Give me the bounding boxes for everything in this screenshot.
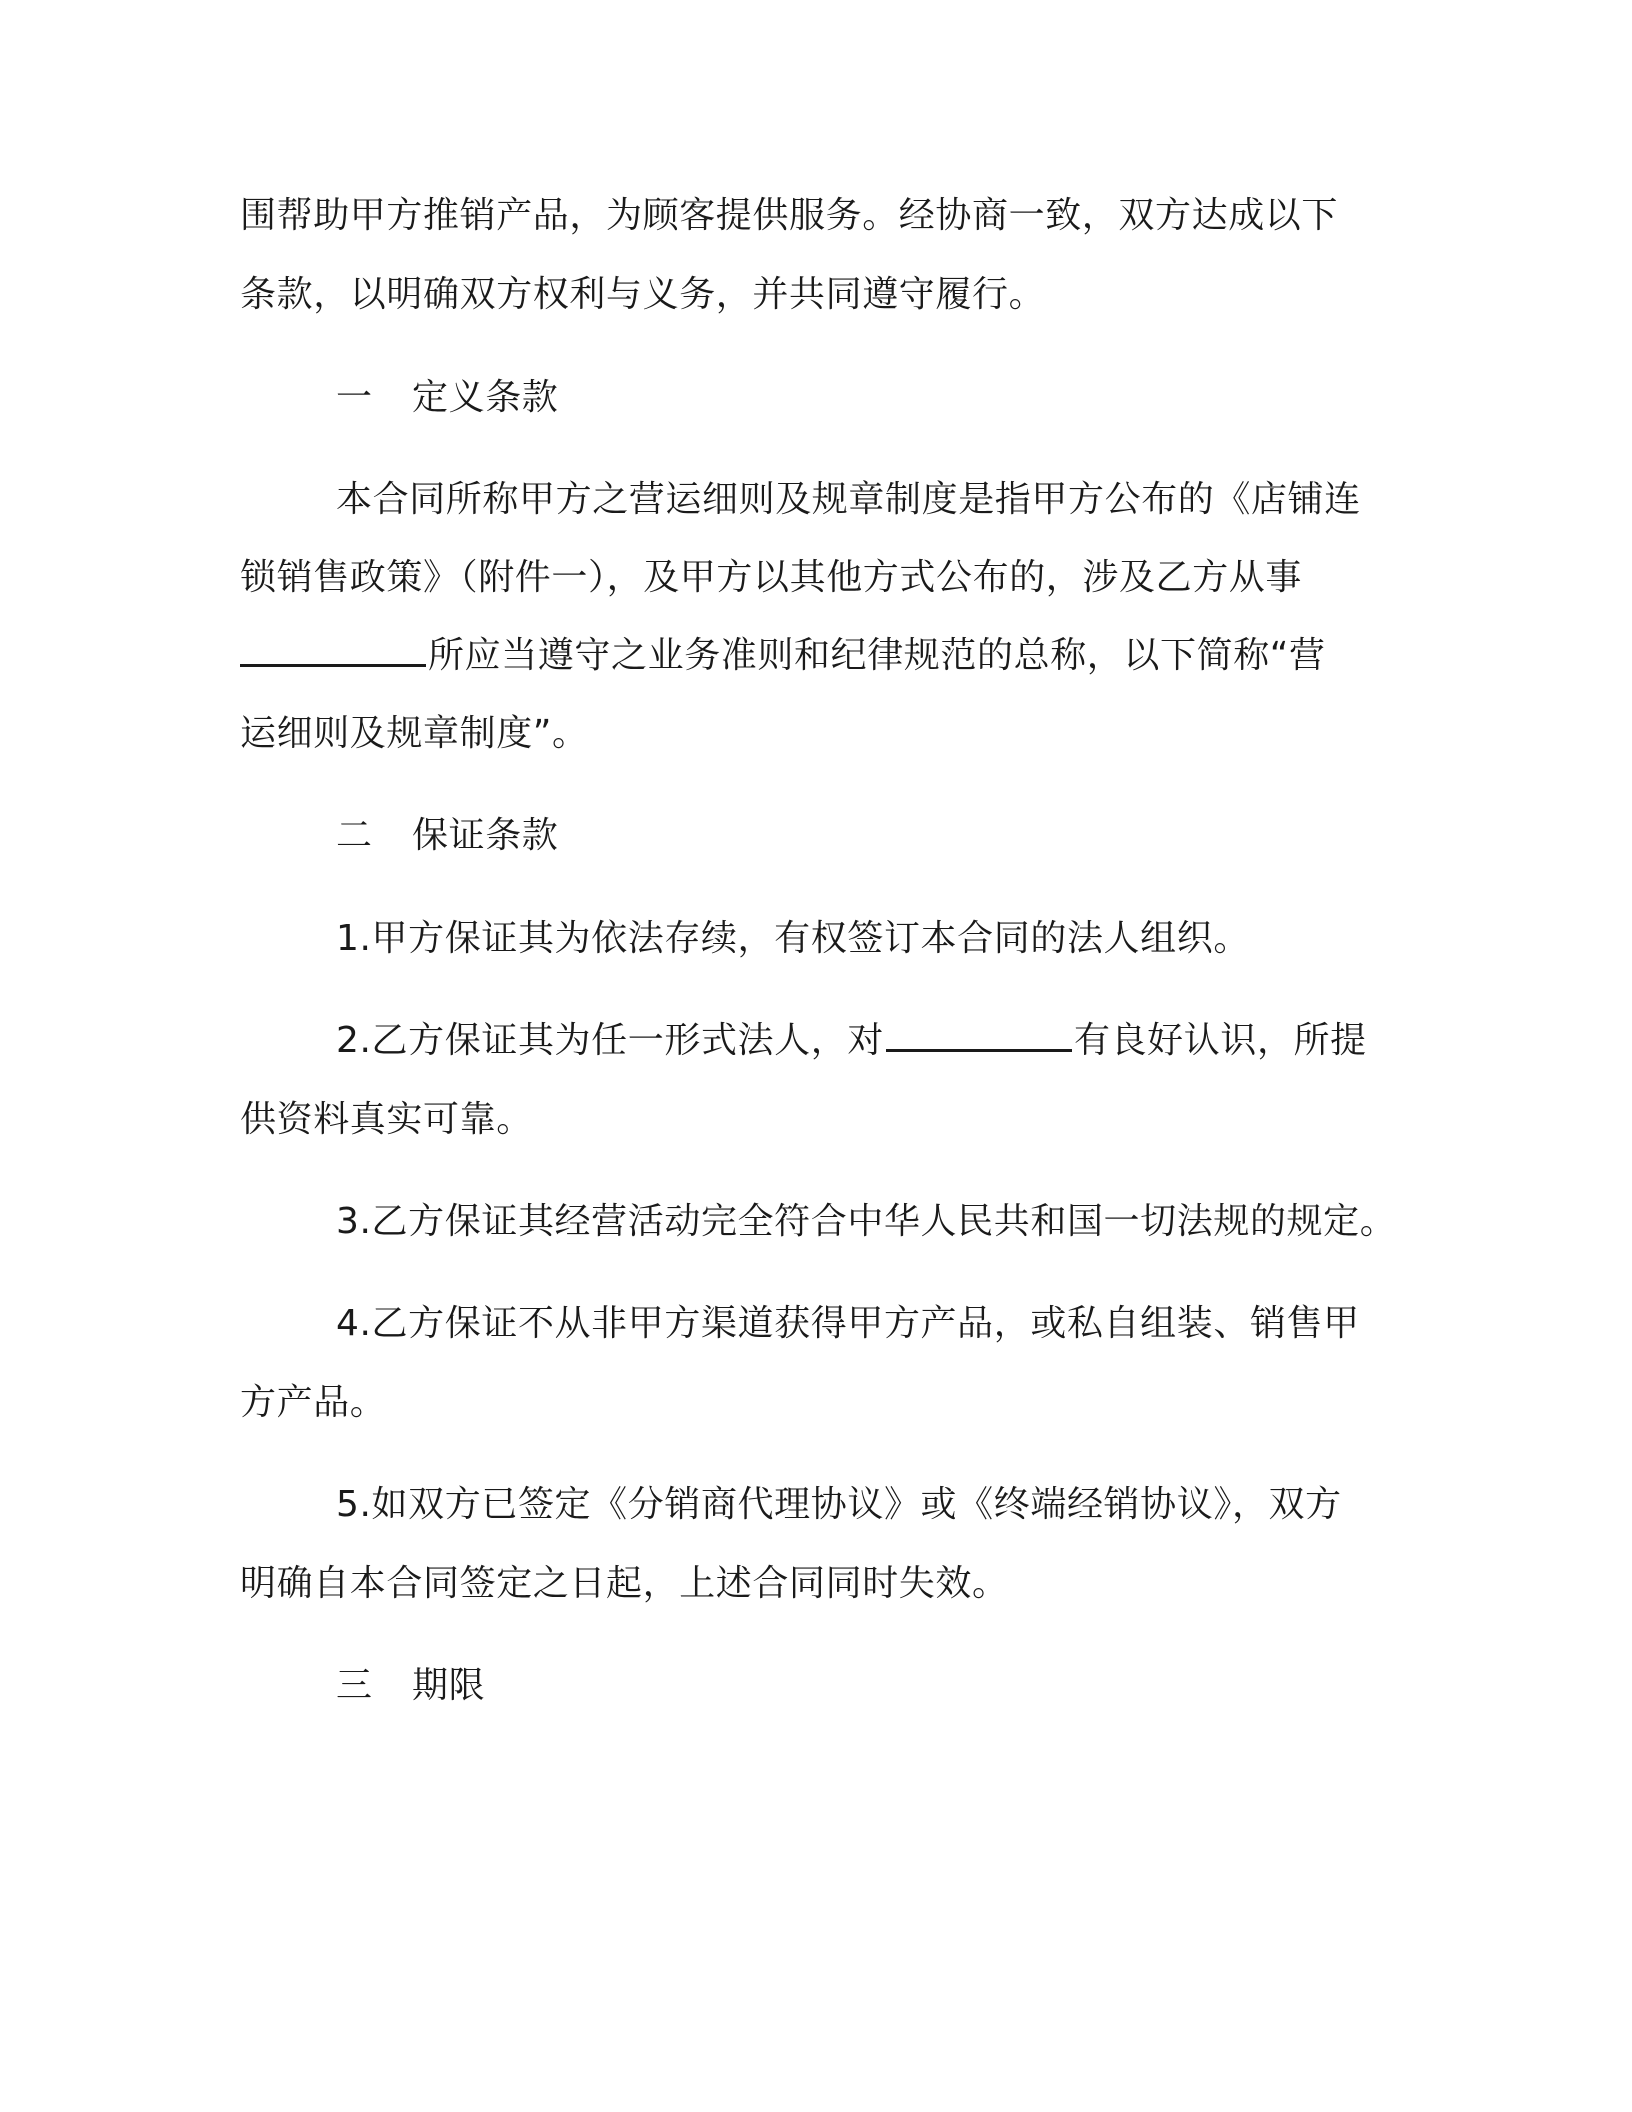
intro-line-1: 围帮助甲方推销产品，为顾客提供服务。经协商一致，双方达成以下 (240, 195, 1339, 236)
section-1-heading (336, 374, 558, 422)
guarantee-item-3: 3.乙方保证其经营活动完全符合中华人民共和国一切法规的规定。 (336, 1201, 1397, 1242)
section-1-line-2: 锁销售政策》（附件一），及甲方以其他方式公布的，涉及乙方从事 (240, 557, 1303, 598)
guarantee-item-4-cont: 方产品。 (240, 1382, 387, 1423)
section-2-title: 保证条款 (412, 815, 559, 856)
section-3-number: 三 (336, 1665, 373, 1706)
guarantee-item-5: 5.如双方已签定《分销商代理协议》或《终端经销协议》，双方 (336, 1484, 1342, 1525)
intro-line-2: 条款，以明确双方权利与义务，并共同遵守履行。 (240, 274, 1046, 315)
section-1-title: 定义条款 (412, 377, 559, 418)
section-1-line-3-text: 所应当遵守之业务准则和纪律规范的总称，以下简称“营 (428, 635, 1326, 676)
section-3-title: 期限 (412, 1665, 486, 1706)
guarantee-item-2-cont: 供资料真实可靠。 (240, 1099, 533, 1140)
guarantee-item-2-part-b: 有良好认识，所提 (1073, 1020, 1367, 1061)
guarantee-item-2-part-a: 2.乙方保证其为任一形式法人，对 (336, 1020, 884, 1061)
section-1-number: 一 (336, 377, 373, 418)
section-2-number: 二 (336, 815, 373, 856)
section-1-line-4: 运细则及规章制度”。 (240, 713, 589, 754)
section-1-line-3 (240, 632, 1326, 680)
section-1-line-1: 本合同所称甲方之营运细则及规章制度是指甲方公布的《店铺连 (336, 479, 1361, 520)
guarantee-item-2 (336, 1017, 1367, 1065)
section-3-heading (336, 1662, 485, 1710)
fill-in-blank (240, 634, 426, 667)
section-2-heading (336, 812, 558, 860)
fill-in-blank (886, 1019, 1072, 1052)
guarantee-item-4: 4.乙方保证不从非甲方渠道获得甲方产品，或私自组装、销售甲 (336, 1303, 1360, 1344)
guarantee-item-1: 1.甲方保证其为依法存续，有权签订本合同的法人组织。 (336, 918, 1250, 959)
guarantee-item-5-cont: 明确自本合同签定之日起，上述合同同时失效。 (240, 1563, 1009, 1604)
